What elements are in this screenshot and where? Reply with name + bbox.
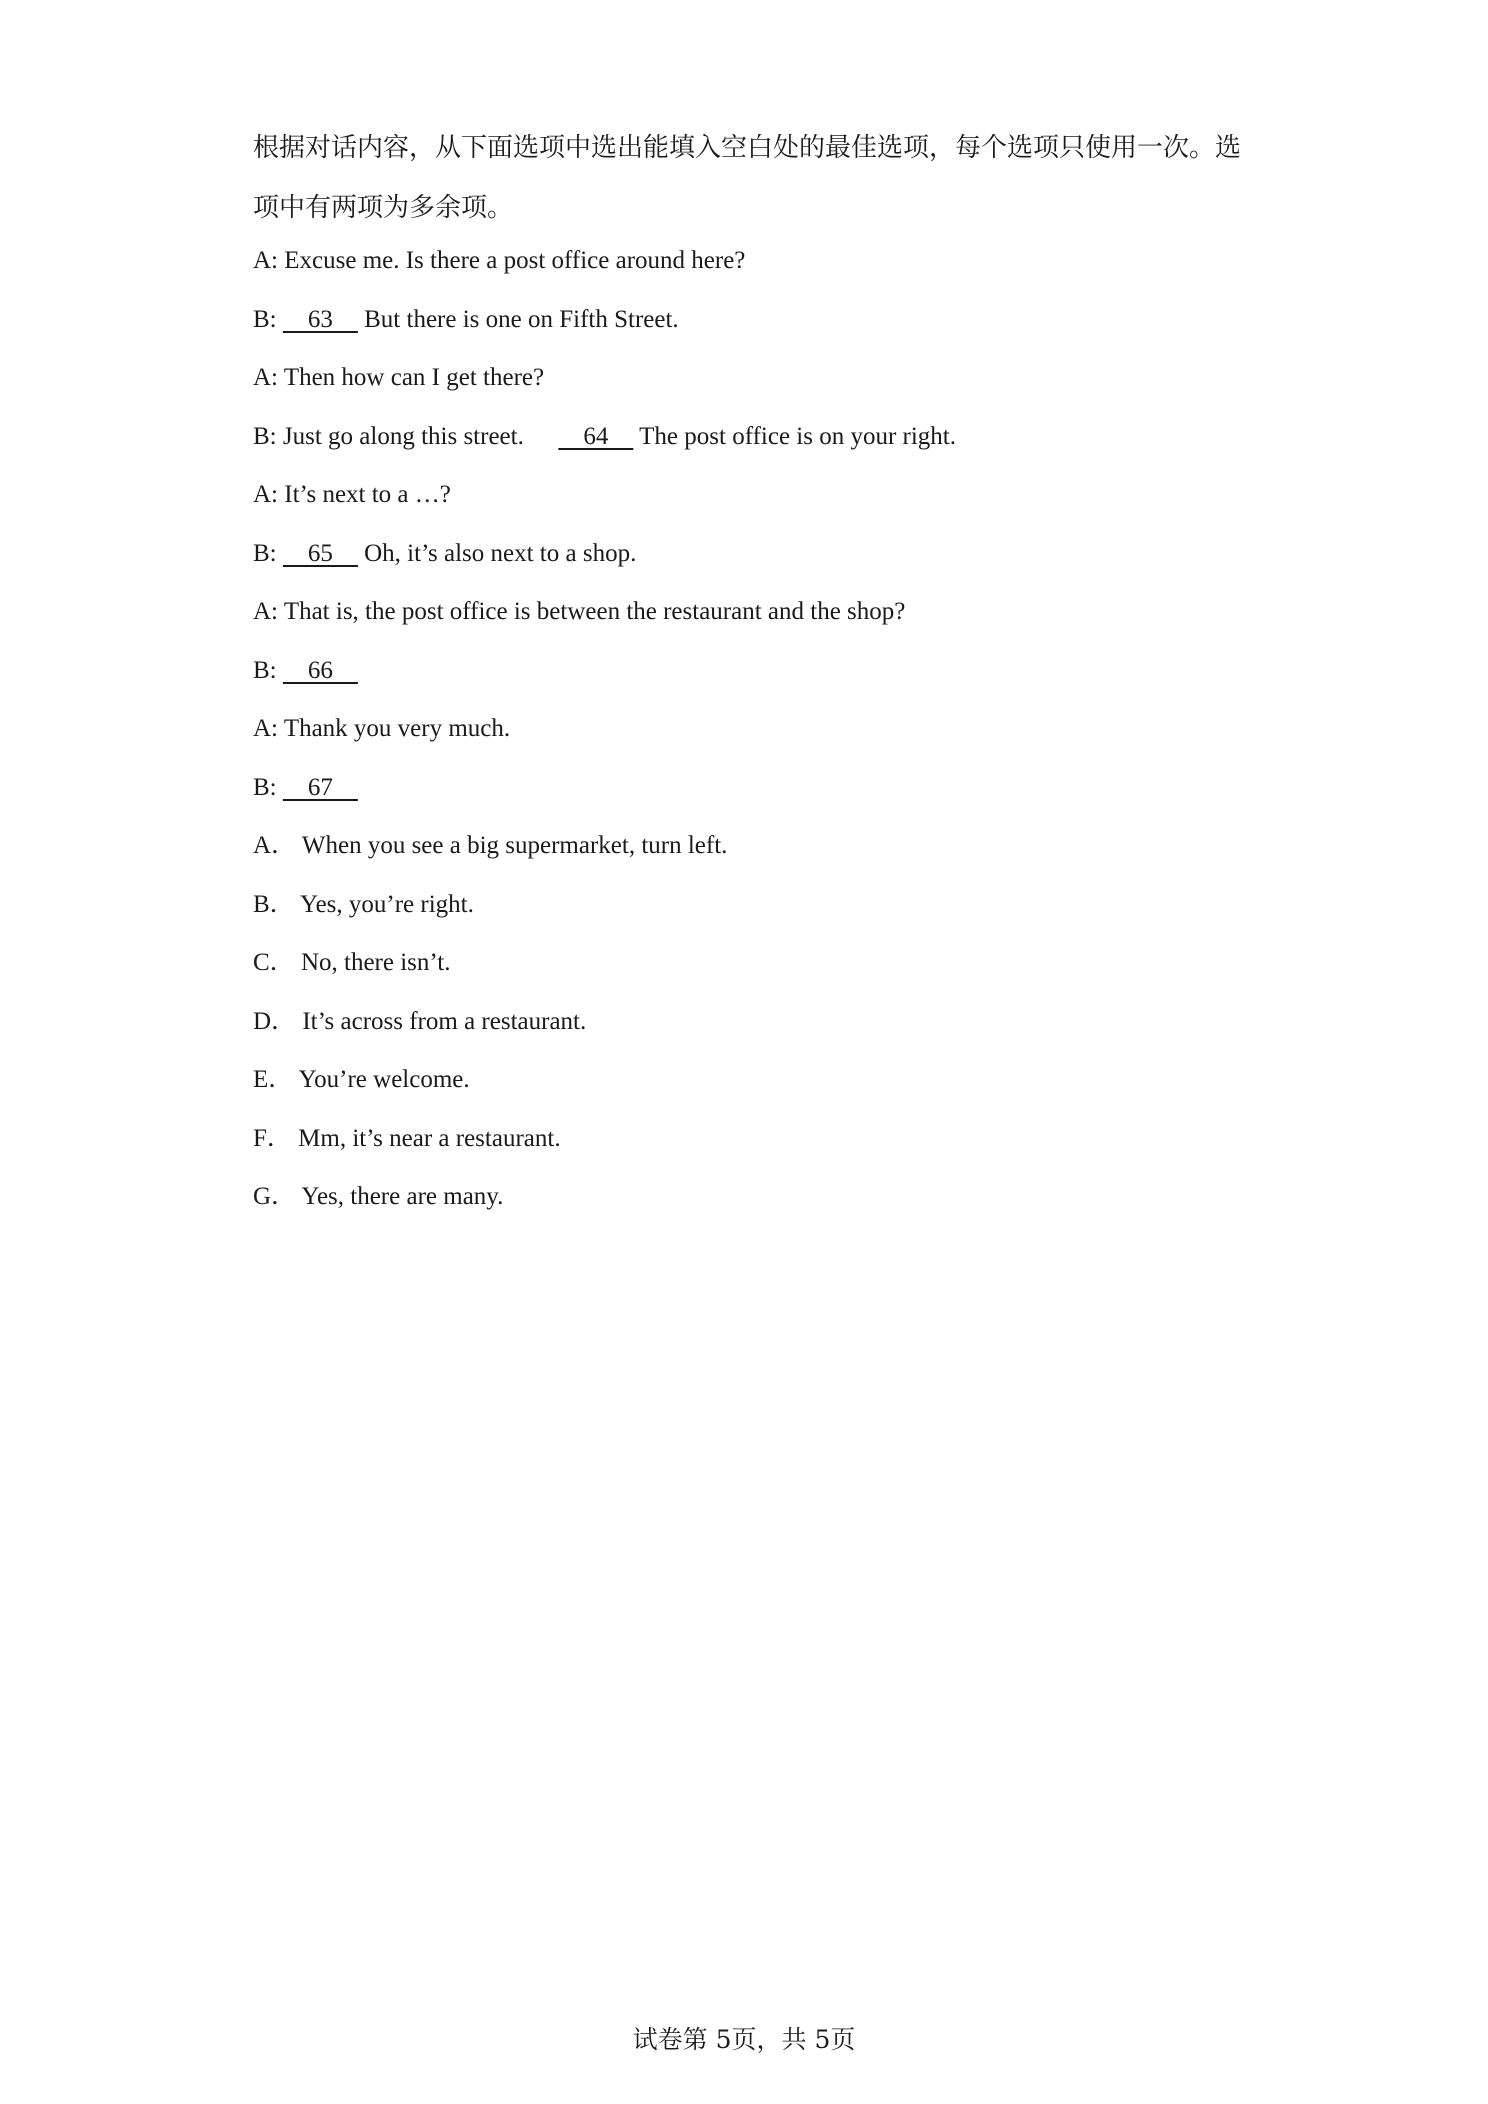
dialogue-text: That is, the post office is between the restaurant and the shop? bbox=[283, 598, 906, 625]
speaker: A: bbox=[253, 715, 278, 742]
dialogue-line-3 bbox=[253, 361, 544, 395]
answer-blank-65[interactable]: 65 bbox=[282, 540, 358, 567]
option-letter: A． bbox=[253, 832, 297, 859]
answer-blank-63[interactable]: 63 bbox=[282, 306, 358, 333]
dialogue-line-10 bbox=[253, 771, 358, 805]
option-letter: D． bbox=[253, 1008, 297, 1035]
dialogue-text: Thank you very much. bbox=[283, 715, 511, 742]
option-d bbox=[253, 1005, 586, 1039]
speaker: A: bbox=[253, 598, 278, 625]
option-f bbox=[253, 1122, 561, 1156]
dialogue-text: The post office is on your right. bbox=[639, 423, 957, 450]
option-text: No, there isn’t. bbox=[300, 949, 451, 976]
instruction-text: 根据对话内容，从下面选项中选出能填入空白处的最佳选项，每个选项只使用一次。选项中有两项为多余项。 bbox=[253, 133, 1242, 223]
dialogue-line-7 bbox=[253, 595, 905, 629]
dialogue-line-9 bbox=[253, 712, 510, 746]
option-e bbox=[253, 1063, 470, 1097]
option-letter: G． bbox=[253, 1183, 297, 1210]
dialogue-text: Just go along this street. bbox=[282, 423, 524, 450]
page-footer: 试卷第 5页，共 5页 bbox=[632, 2025, 856, 2054]
dialogue-line-8 bbox=[253, 654, 358, 688]
dialogue-text: It’s next to a …? bbox=[284, 481, 451, 508]
option-letter: F． bbox=[253, 1125, 292, 1152]
option-letter: C． bbox=[253, 949, 295, 976]
option-text: Yes, there are many. bbox=[301, 1183, 504, 1210]
option-letter: B． bbox=[253, 891, 295, 918]
dialogue-line-6 bbox=[253, 537, 636, 571]
option-text: Mm, it’s near a restaurant. bbox=[298, 1125, 561, 1152]
option-text: You’re welcome. bbox=[298, 1066, 470, 1093]
speaker: B: bbox=[253, 657, 277, 684]
dialogue-line-5 bbox=[253, 478, 451, 512]
answer-blank-64[interactable]: 64 bbox=[558, 423, 634, 450]
dialogue-line-1 bbox=[253, 244, 745, 278]
speaker: A: bbox=[253, 481, 278, 508]
dialogue-line-4 bbox=[253, 420, 956, 454]
option-text: Yes, you’re right. bbox=[300, 891, 474, 918]
option-c bbox=[253, 946, 450, 980]
option-letter: E． bbox=[253, 1066, 294, 1093]
dialogue-text: Oh, it’s also next to a shop. bbox=[364, 540, 637, 567]
option-a bbox=[253, 829, 727, 863]
speaker: B: bbox=[253, 774, 277, 801]
option-text: When you see a big supermarket, turn left. bbox=[301, 832, 728, 859]
answer-blank-67[interactable]: 67 bbox=[282, 774, 358, 801]
dialogue-text: But there is one on Fifth Street. bbox=[364, 306, 679, 333]
dialogue-line-2 bbox=[253, 303, 679, 337]
speaker: B: bbox=[253, 306, 277, 333]
dialogue-text: Excuse me. Is there a post office around here? bbox=[284, 247, 746, 274]
speaker: B: bbox=[253, 540, 277, 567]
speaker: A: bbox=[253, 364, 278, 391]
answer-blank-66[interactable]: 66 bbox=[282, 657, 358, 684]
option-text: It’s across from a restaurant. bbox=[302, 1008, 587, 1035]
speaker: A: bbox=[253, 247, 278, 274]
dialogue-text: Then how can I get there? bbox=[283, 364, 545, 391]
option-b bbox=[253, 888, 474, 922]
speaker: B: bbox=[253, 423, 277, 450]
option-g bbox=[253, 1180, 503, 1214]
